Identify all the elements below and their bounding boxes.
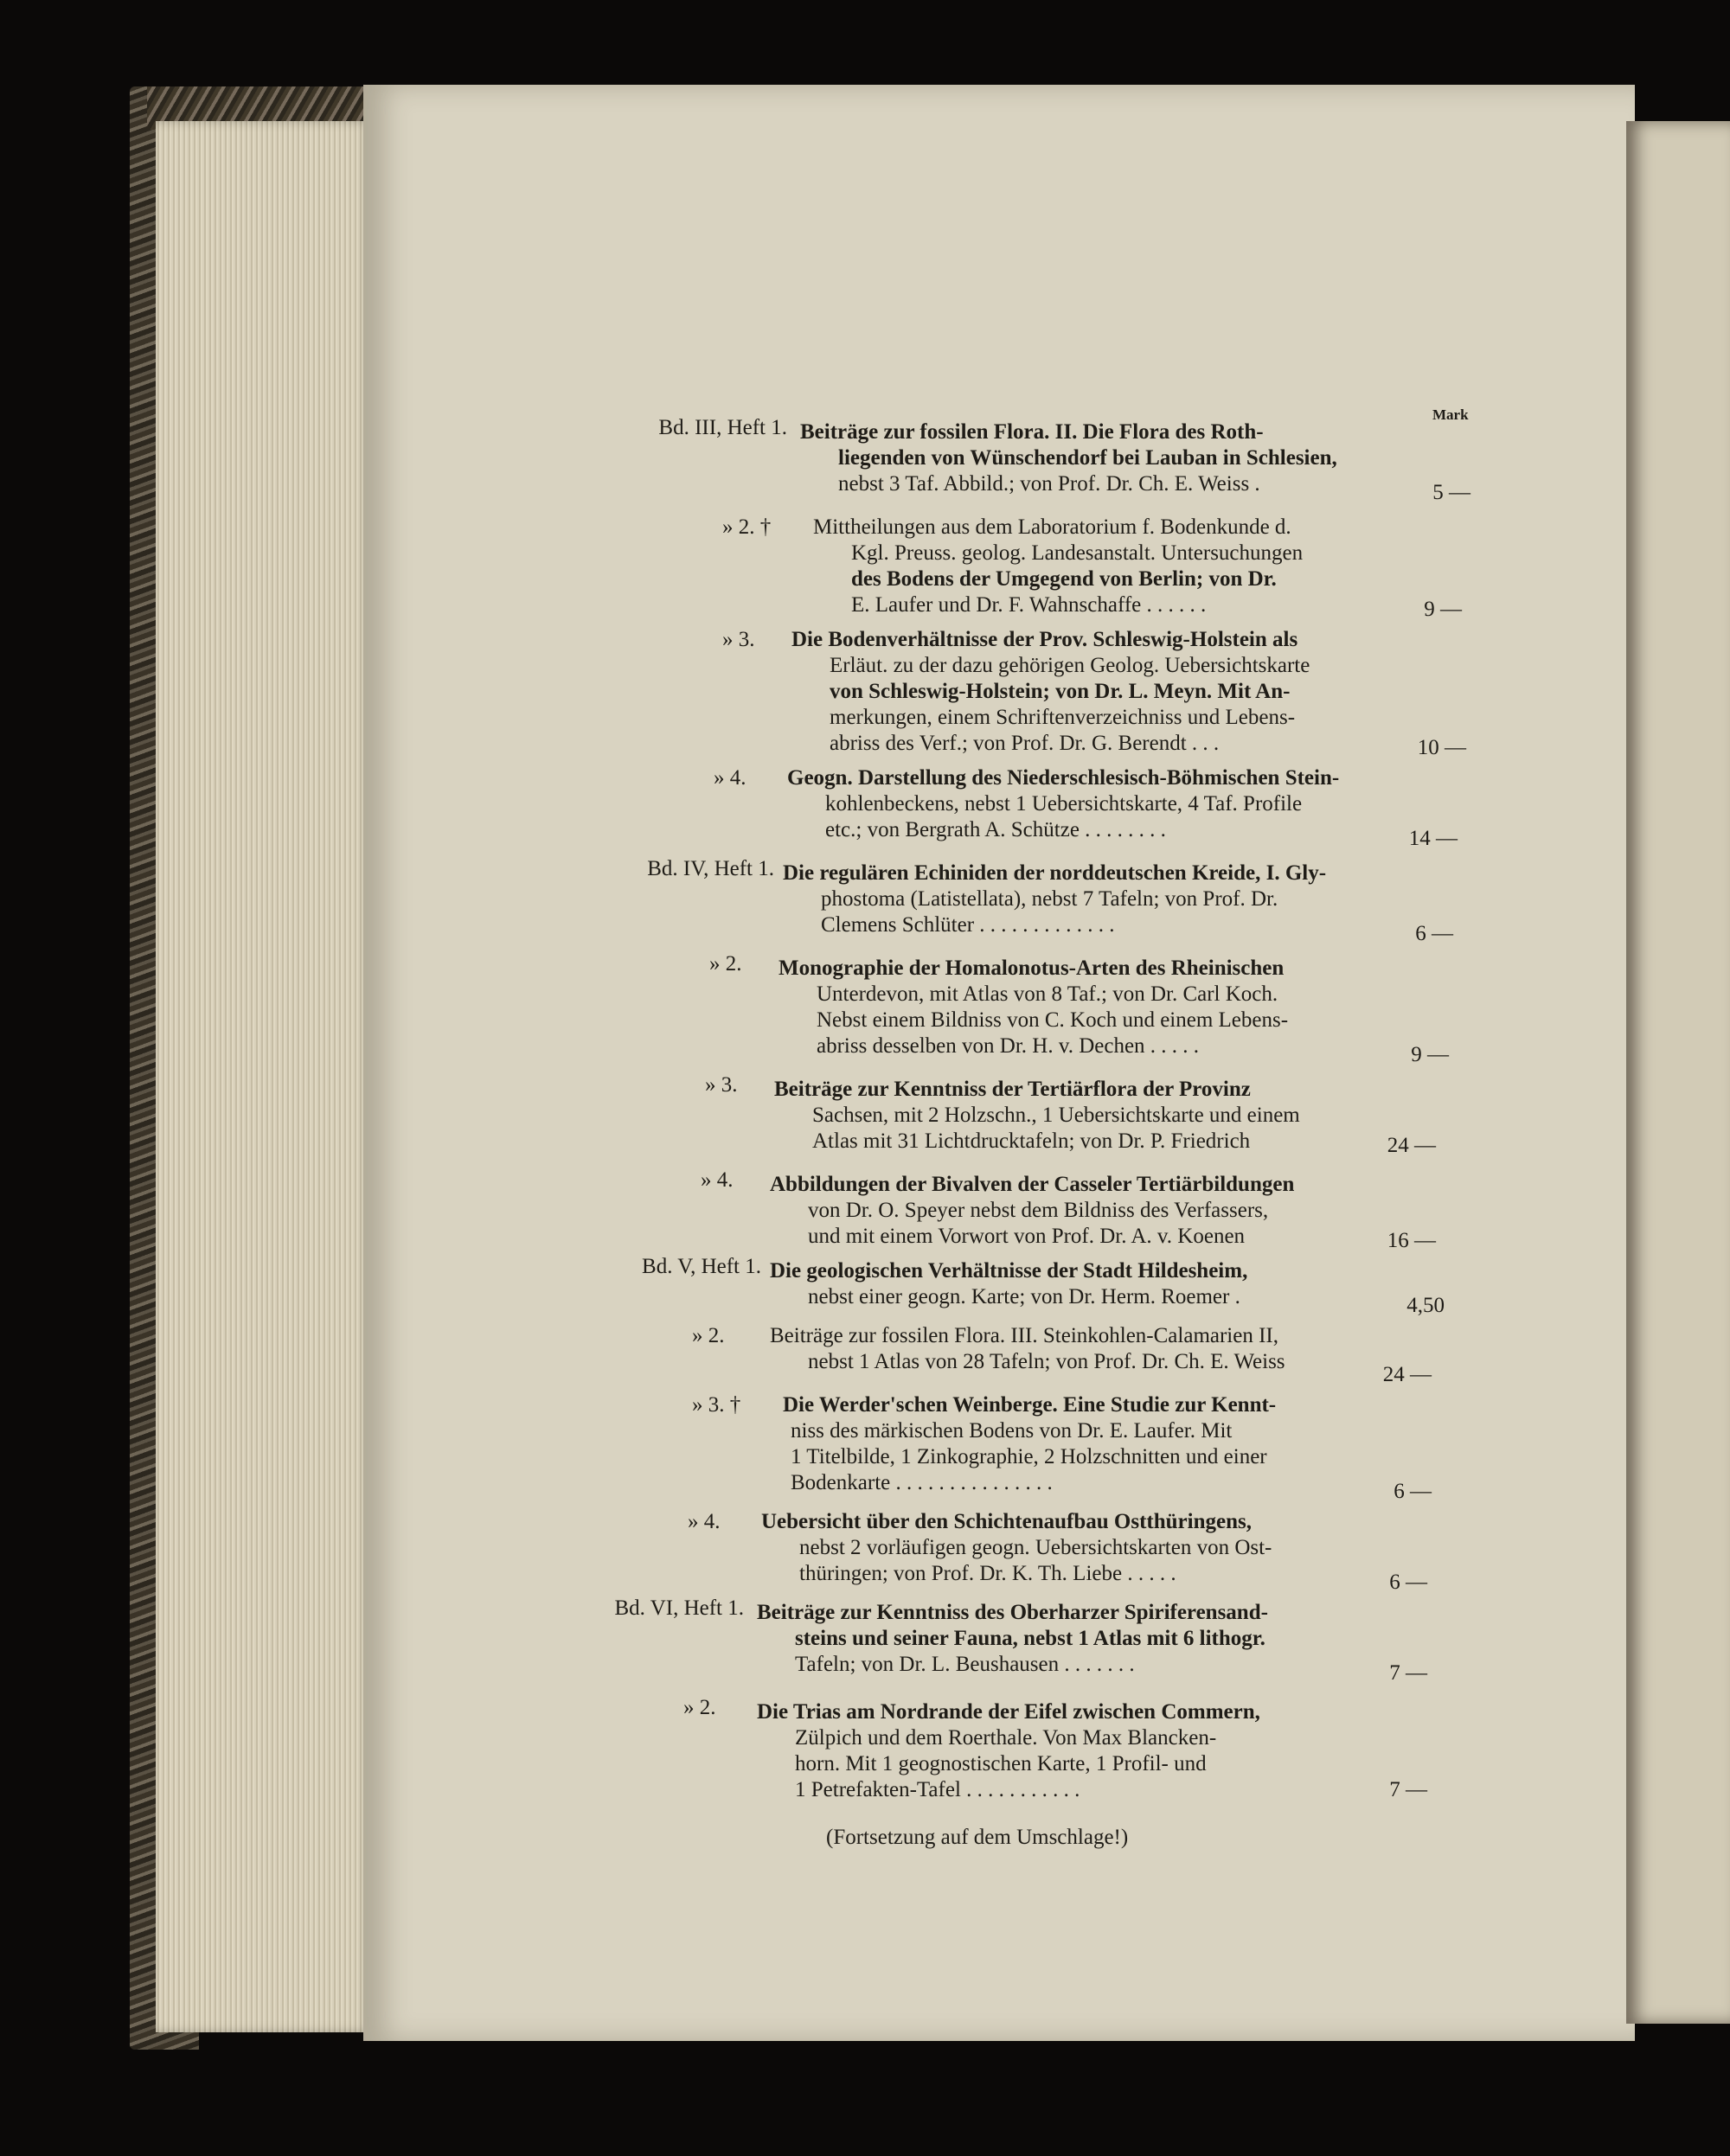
issue-number: » 4.: [688, 1510, 721, 1533]
volume-label: Bd. V, Heft 1.: [642, 1255, 761, 1278]
issue-number: » 3. †: [692, 1393, 741, 1417]
entry-line: Atlas mit 31 Lichtdrucktafeln; von Dr. P. Friedrich: [812, 1129, 1251, 1153]
entry-line: Kgl. Preuss. geolog. Landesanstalt. Untersuchungen: [851, 541, 1304, 565]
entry-line: kohlenbeckens, nebst 1 Uebersichtskarte, 4 Taf. Profile: [825, 792, 1303, 816]
issue-number: » 2.: [709, 952, 742, 976]
continuation-note: (Fortsetzung auf dem Umschlage!): [826, 1826, 1129, 1849]
volume-label: Bd. VI, Heft 1.: [614, 1596, 744, 1620]
entry-line: Die Trias am Nordrande der Eifel zwischen Commern,: [757, 1700, 1260, 1724]
entry-line: nebst 3 Taf. Abbild.; von Prof. Dr. Ch. E. Weiss .: [838, 472, 1260, 496]
entry-line: horn. Mit 1 geognostischen Karte, 1 Profil- und: [795, 1752, 1207, 1775]
entry-line: nebst 1 Atlas von 28 Tafeln; von Prof. Dr. Ch. E. Weiss: [808, 1350, 1285, 1373]
entry-line: 1 Titelbilde, 1 Zinkographie, 2 Holzschnitten und einer: [791, 1445, 1267, 1468]
entry-line: nebst einer geogn. Karte; von Dr. Herm. Roemer .: [808, 1285, 1240, 1308]
entry-line: Geogn. Darstellung des Niederschlesisch-Böhmischen Stein-: [787, 766, 1340, 790]
entry-line: Monographie der Homalonotus-Arten des Rheinischen: [778, 956, 1285, 980]
price: 6 —: [1415, 922, 1453, 945]
entry-line: und mit einem Vorwort von Prof. Dr. A. v. Koenen: [808, 1225, 1246, 1248]
entry-line: Uebersicht über den Schichtenaufbau Ostthüringens,: [761, 1510, 1252, 1533]
entry-line: 1 Petrefakten-Tafel . . . . . . . . . . .: [795, 1778, 1080, 1801]
entry-line: merkungen, einem Schriftenverzeichniss und Lebens-: [830, 706, 1296, 729]
entry-line: Sachsen, mit 2 Holzschn., 1 Uebersichtskarte und einem: [812, 1104, 1300, 1127]
entry-line: abriss desselben von Dr. H. v. Dechen . . . . .: [817, 1034, 1200, 1058]
price: 7 —: [1389, 1661, 1427, 1685]
entry-line: Abbildungen der Bivalven der Casseler Tertiärbildungen: [770, 1173, 1295, 1196]
entry-line: Beiträge zur fossilen Flora. II. Die Flora des Roth-: [800, 420, 1264, 444]
entry-line: Die geologischen Verhältnisse der Stadt Hildesheim,: [770, 1259, 1248, 1283]
issue-number: » 4.: [701, 1168, 734, 1192]
entry-line: Erläut. zu der dazu gehörigen Geolog. Uebersichtskarte: [830, 654, 1310, 677]
entry-line: Beiträge zur fossilen Flora. III. Steinkohlen-Calamarien II,: [770, 1324, 1279, 1347]
entry-line: liegenden von Wünschendorf bei Lauban in Schlesien,: [838, 446, 1337, 470]
entry-line: des Bodens der Umgegend von Berlin; von Dr.: [851, 567, 1277, 591]
issue-number: » 3.: [722, 628, 755, 651]
issue-number: » 3.: [705, 1073, 738, 1097]
mark-column-header: Mark: [1432, 406, 1469, 423]
price: 6 —: [1394, 1480, 1432, 1503]
entry-line: Beiträge zur Kenntniss der Tertiärflora der Provinz: [774, 1078, 1251, 1101]
price: 24 —: [1382, 1363, 1432, 1386]
issue-number: » 2.: [692, 1324, 725, 1347]
entry-line: etc.; von Bergrath A. Schütze . . . . . . . .: [825, 818, 1166, 841]
price: 14 —: [1408, 827, 1458, 850]
entry-line: Die Bodenverhältnisse der Prov. Schleswig-Holstein als: [791, 628, 1298, 651]
issue-number: » 4.: [714, 766, 746, 790]
volume-label: Bd. IV, Heft 1.: [647, 857, 774, 880]
entry-line: Die regulären Echiniden der norddeutschen Kreide, I. Gly-: [783, 861, 1327, 885]
entry-line: Bodenkarte . . . . . . . . . . . . . . .: [791, 1471, 1053, 1494]
price: 10 —: [1417, 736, 1466, 759]
price: 4,50: [1406, 1294, 1445, 1317]
entry-line: Zülpich und dem Roerthale. Von Max Blancken-: [795, 1726, 1217, 1750]
price: 24 —: [1387, 1134, 1436, 1157]
entry-line: von Dr. O. Speyer nebst dem Bildniss des Verfassers,: [808, 1199, 1269, 1222]
entry-line: Unterdevon, mit Atlas von 8 Taf.; von Dr. Carl Koch.: [817, 982, 1278, 1006]
entry-line: Nebst einem Bildniss von C. Koch und einem Lebens-: [817, 1008, 1289, 1032]
price: 7 —: [1389, 1778, 1427, 1801]
price: 9 —: [1424, 598, 1462, 621]
price: 16 —: [1387, 1229, 1436, 1252]
entry-line: abriss des Verf.; von Prof. Dr. G. Berendt . . .: [830, 732, 1220, 755]
entry-line: nebst 2 vorläufigen geogn. Uebersichtskarten von Ost-: [799, 1536, 1272, 1559]
volume-label: Bd. III, Heft 1.: [658, 416, 787, 439]
price: 6 —: [1389, 1571, 1427, 1594]
entry-line: von Schleswig-Holstein; von Dr. L. Meyn. Mit An-: [830, 680, 1291, 703]
entry-line: Mittheilungen aus dem Laboratorium f. Bodenkunde d.: [813, 515, 1291, 539]
entry-line: Clemens Schlüter . . . . . . . . . . . . .: [821, 913, 1115, 937]
entry-line: E. Laufer und Dr. F. Wahnschaffe . . . . . .: [851, 593, 1207, 617]
entry-line: niss des märkischen Bodens von Dr. E. Laufer. Mit: [791, 1419, 1233, 1443]
entry-line: Die Werder'schen Weinberge. Eine Studie zur Kennt-: [783, 1393, 1277, 1417]
issue-number: » 2. †: [722, 515, 772, 539]
entry-line: Beiträge zur Kenntniss des Oberharzer Spiriferensand-: [757, 1601, 1268, 1624]
entry-line: thüringen; von Prof. Dr. K. Th. Liebe . . . . .: [799, 1562, 1176, 1585]
price: 5 —: [1432, 481, 1470, 504]
entry-line: phostoma (Latistellata), nebst 7 Tafeln; von Prof. Dr.: [821, 887, 1278, 911]
issue-number: » 2.: [683, 1696, 716, 1719]
entry-line: steins und seiner Fauna, nebst 1 Atlas mit 6 lithogr.: [795, 1627, 1265, 1650]
price: 9 —: [1411, 1043, 1449, 1066]
entry-line: Tafeln; von Dr. L. Beushausen . . . . . . .: [795, 1653, 1135, 1676]
